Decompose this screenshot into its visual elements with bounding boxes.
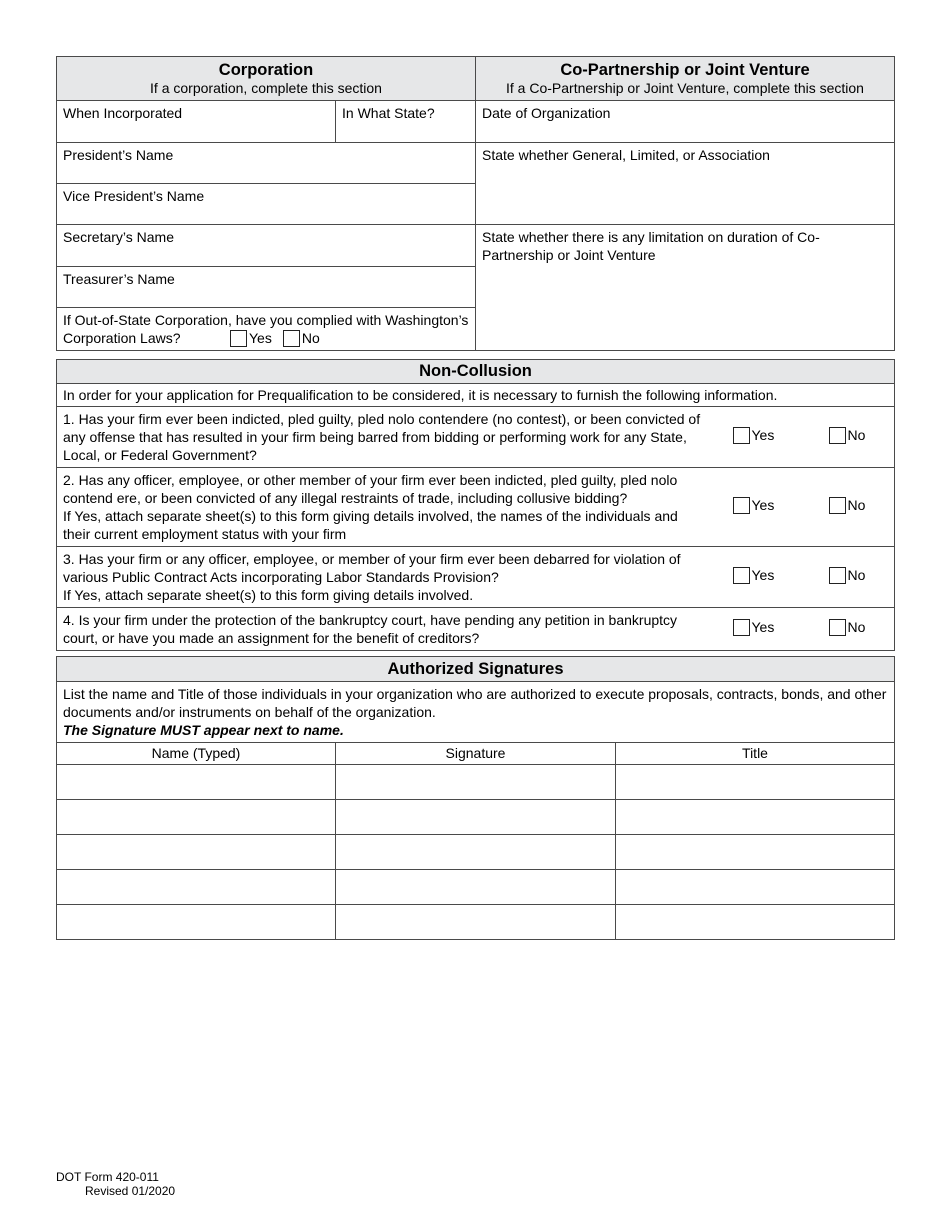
president-name-field[interactable] [57,143,476,184]
title-cell[interactable] [616,835,895,870]
corporation-title: Corporation [218,61,314,79]
organization-table [56,56,895,351]
question-3-no-option[interactable] [823,547,895,608]
title-cell[interactable] [616,905,895,940]
in-what-state-field[interactable] [336,101,476,143]
out-of-state-no-option[interactable] [283,329,320,347]
question-2-line: contend ere, or been convicted of any illegal restraints of trade, including collusive bidding? [63,490,628,506]
question-2-line: their current employment status with your firm [63,526,347,542]
non-collusion-header [57,360,895,384]
non-collusion-table [56,359,895,651]
table-row [57,870,895,905]
partnership-subtitle: If a Co-Partnership or Joint Venture, complete this section [506,80,864,96]
out-of-state-yes-checkbox[interactable] [230,330,247,347]
yes-label: Yes [249,330,272,346]
question-2-line: 2. Has any officer, employee, or other member of your firm ever been indicted, pled guilty, pled nolo [63,472,678,488]
question-3-line: If Yes, attach separate sheet(s) to this form giving details involved. [63,587,474,603]
question-1 [57,407,727,468]
question-2-no-option[interactable] [823,468,895,547]
question-1-line: 1. Has your firm ever been indicted, pled guilty, pled nolo contendere (no contest), or been convicted of [63,411,701,427]
question-1-line: any offense that has resulted in your firm being barred from bidding or performing work for any State, [63,429,687,445]
signature-cell[interactable] [336,870,616,905]
no-label: No [847,567,866,584]
signature-cell[interactable] [336,905,616,940]
table-row [57,905,895,940]
title-cell[interactable] [616,765,895,800]
question-3-line: various Public Contract Acts incorporating Labor Standards Provision? [63,569,499,585]
question-3-yes-checkbox[interactable] [733,567,750,584]
non-collusion-intro: In order for your application for Prequalification to be considered, it is necessary to furnish the following information. [57,384,895,407]
question-2-yes-checkbox[interactable] [733,497,750,514]
question-2-line: If Yes, attach separate sheet(s) to this form giving details involved, the names of the individuals and [63,508,678,524]
question-2 [57,468,727,547]
out-of-state-compliance [57,308,476,351]
title-cell[interactable] [616,870,895,905]
duration-limitation-label-line2: Partnership or Joint Venture [482,247,656,263]
authorized-signatures-table [56,656,895,940]
non-collusion-title: Non-Collusion [419,362,532,380]
yes-label: Yes [751,619,775,636]
name-cell[interactable] [57,800,336,835]
vice-president-name-field[interactable] [57,184,476,225]
question-1-yes-option[interactable] [727,407,823,468]
in-what-state-label: In What State? [342,105,435,121]
no-label: No [301,330,320,346]
question-1-yes-checkbox[interactable] [733,427,750,444]
question-2-no-checkbox[interactable] [829,497,846,514]
question-4 [57,608,727,651]
yes-label: Yes [751,497,775,514]
question-3-line: 3. Has your firm or any officer, employee, or member of your firm ever been debarred for violation of [63,551,681,567]
question-3-no-checkbox[interactable] [829,567,846,584]
question-4-line: court, or have you made an assignment for the benefit of creditors? [63,630,480,646]
signatures-intro [57,682,895,743]
signatures-emphasis: The Signature MUST appear next to name. [63,722,344,738]
question-3 [57,547,727,608]
signature-cell[interactable] [336,765,616,800]
signature-cell[interactable] [336,835,616,870]
question-4-yes-option[interactable] [727,608,823,651]
date-of-organization-label: Date of Organization [482,105,611,121]
when-incorporated-field[interactable] [57,101,336,143]
question-4-no-option[interactable] [823,608,895,651]
corporation-subtitle: If a corporation, complete this section [150,80,382,96]
vice-president-name-label: Vice President’s Name [63,188,205,204]
name-cell[interactable] [57,835,336,870]
secretary-name-label: Secretary’s Name [63,229,175,245]
no-label: No [847,497,866,514]
duration-limitation-field[interactable] [476,225,895,351]
question-4-yes-checkbox[interactable] [733,619,750,636]
out-of-state-no-checkbox[interactable] [283,330,300,347]
question-3-yes-option[interactable] [727,547,823,608]
secretary-name-field[interactable] [57,225,476,267]
table-row [57,765,895,800]
revision-date: Revised 01/2020 [85,1184,176,1198]
form-number: DOT Form 420-011 [56,1170,159,1184]
no-label: No [847,427,866,444]
column-header-signature: Signature [336,743,616,765]
name-cell[interactable] [57,905,336,940]
signature-cell[interactable] [336,800,616,835]
out-of-state-question: If Out-of-State Corporation, have you complied with Washington’s [63,312,469,328]
partnership-header [476,57,895,101]
corporation-header [57,57,476,101]
signatures-title: Authorized Signatures [387,660,564,678]
name-cell[interactable] [57,765,336,800]
signatures-header [57,657,895,682]
when-incorporated-label: When Incorporated [63,105,183,121]
question-1-no-checkbox[interactable] [829,427,846,444]
question-2-yes-option[interactable] [727,468,823,547]
signatures-intro-line: documents and/or instruments on behalf of the organization. [63,704,436,720]
out-of-state-question-cont: Corporation Laws? [63,330,181,346]
duration-limitation-label-line1: State whether there is any limitation on duration of Co- [482,229,820,245]
question-4-line: 4. Is your firm under the protection of the bankruptcy court, have pending any petition in bankruptcy [63,612,678,628]
no-label: No [847,619,866,636]
question-1-no-option[interactable] [823,407,895,468]
yes-label: Yes [751,427,775,444]
date-of-organization-field[interactable] [476,101,895,143]
out-of-state-yes-option[interactable] [230,329,272,347]
title-cell[interactable] [616,800,895,835]
table-row [57,800,895,835]
table-row [57,835,895,870]
president-name-label: President’s Name [63,147,174,163]
partnership-type-label: State whether General, Limited, or Association [482,147,770,163]
question-1-line: Local, or Federal Government? [63,447,257,463]
yes-label: Yes [751,567,775,584]
treasurer-name-label: Treasurer’s Name [63,271,175,287]
partnership-type-field[interactable] [476,143,895,225]
column-header-title: Title [616,743,895,765]
name-cell[interactable] [57,870,336,905]
form-footer [56,1170,175,1198]
column-header-name: Name (Typed) [57,743,336,765]
treasurer-name-field[interactable] [57,267,476,308]
signatures-intro-line: List the name and Title of those individuals in your organization who are authorized to execute proposals, contracts, bonds, and other [63,686,887,702]
question-4-no-checkbox[interactable] [829,619,846,636]
partnership-title: Co-Partnership or Joint Venture [560,61,810,79]
